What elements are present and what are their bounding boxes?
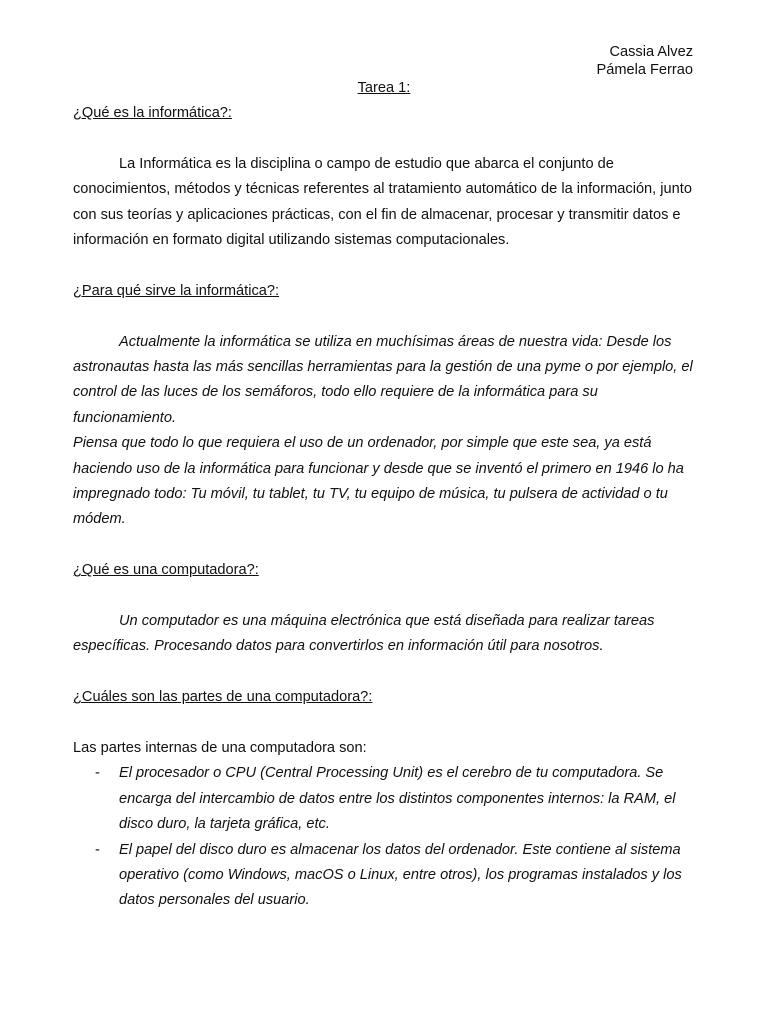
section-paragraph: Actualmente la informática se utiliza en muchísimas áreas de nuestra vida: Desde los astronautas hasta las más sencillas herramientas para la gestión de una pyme o por ejemplo, el control de las luces de los semáforos, todo ello requiere de la informática para su funcionamiento.: [73, 333, 693, 426]
section-heading: ¿Para qué sirve la informática?:: [73, 282, 280, 299]
author-name: Pámela Ferrao: [596, 62, 693, 78]
bullet-dash: -: [95, 841, 100, 858]
bullet-dash: -: [95, 765, 100, 782]
author-name: Cassia Alvez: [609, 44, 693, 60]
blank-line: [73, 253, 701, 278]
blank-line: [73, 533, 701, 558]
list-item-text: El procesador o CPU (Central Processing Unit) es el cerebro de tu computadora. Se encarga del intercambio de datos entre los distintos componentes internos: la RAM, el disco duro, la tarjeta gráfica, etc.: [119, 765, 676, 833]
parts-list: [73, 761, 701, 913]
blank-line: [73, 304, 701, 329]
section-paragraph: La Informática es la disciplina o campo de estudio que abarca el conjunto de conocimientos, métodos y técnicas referentes al tratamiento automático de la información, junto con sus teorías y aplicaciones prácticas, con el fin de almacenar, procesar y transmitir datos e información en formato digital utilizando sistemas computacionales.: [73, 155, 692, 249]
section-heading: ¿Cuáles son las partes de una computadora?:: [73, 689, 373, 706]
list-item: [73, 761, 701, 837]
blank-line: [73, 126, 701, 151]
list-item-text: El papel del disco duro es almacenar los datos del ordenador. Este contiene al sistema operativo (como Windows, macOS o Linux, entre otros), los programas instalados y los datos personales del usuario.: [119, 841, 682, 909]
author-block: [596, 43, 693, 79]
section-paragraph: Un computador es una máquina electrónica que está diseñada para realizar tareas específicas. Procesando datos para convertirlos en información útil para nosotros.: [73, 613, 655, 655]
list-item: [73, 838, 701, 914]
section-heading: ¿Qué es una computadora?:: [73, 562, 259, 579]
blank-line: [73, 660, 701, 685]
list-intro: Las partes internas de una computadora son:: [73, 740, 367, 757]
blank-line: [73, 584, 701, 609]
section-heading: ¿Qué es la informática?:: [73, 105, 232, 121]
title-text: Tarea 1:: [357, 80, 411, 96]
blank-line: [73, 711, 701, 736]
document-body: [73, 101, 701, 914]
section-paragraph: Piensa que todo lo que requiera el uso de un ordenador, por simple que este sea, ya está haciendo uso de la informática para funcionar y desde que se inventó el primero en 1946 lo ha impregnado todo: Tu móvil, tu tablet, tu TV, tu equipo de música, tu pulsera de actividad o tu módem.: [73, 435, 684, 528]
document-title: [0, 78, 768, 98]
